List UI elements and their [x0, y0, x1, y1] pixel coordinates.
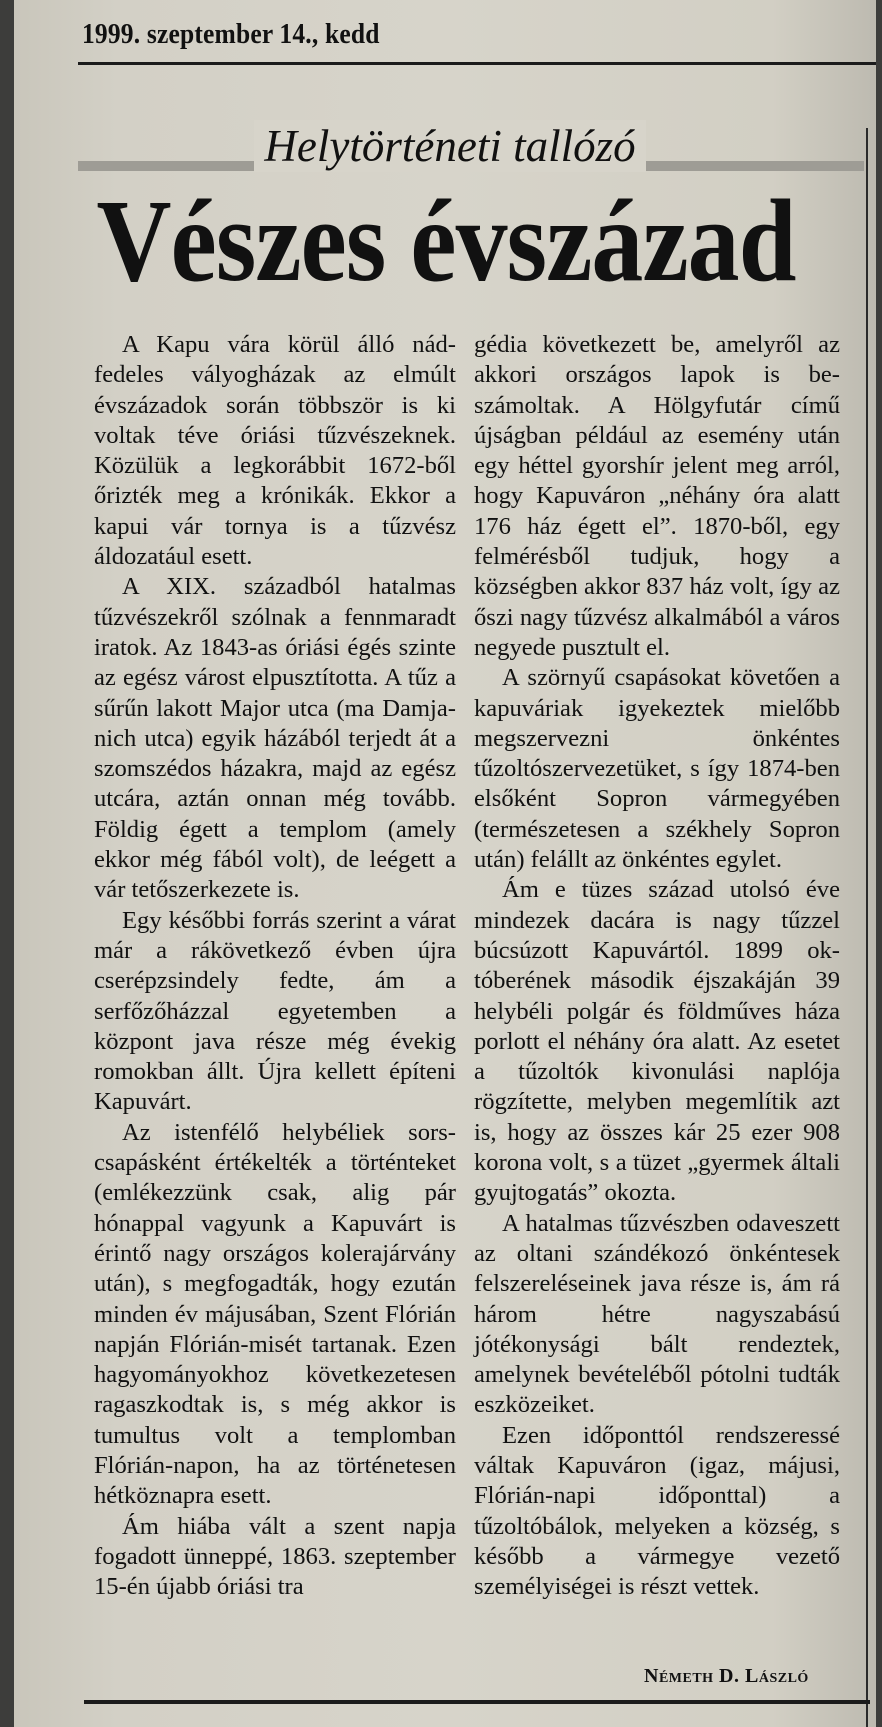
paragraph: A szörnyű csapásokat követően a kapuváriak igyekeztek mielőbb megszervezni önkéntes tűzoltószervezetüket, s így 1874-ben elsőként Sopron vármegyében (természetesen a székhely Sopron után) felállt az önkéntes egylet.	[474, 664, 840, 874]
section-kicker: Helytörténeti tallózó	[254, 120, 645, 172]
paragraph: Ám e tüzes század utolsó éve mindezek dacára is nagy tűzzel búcsúzott Kapuvártól. 1899 októberének második éjszakáján 39 helybéli polgár és földműves háza porlott el néhány óra alatt. Az esetet a tűzoltók kivonulási naplója rögzítette, melyben megemlítik azt is, hogy az összes kár 25 ezer 908 korona volt, s a tüzet „gyermek általi gyujtogatás” okozta.	[474, 876, 840, 1207]
article-headline: Vészes évszázad	[96, 175, 796, 306]
article-column-left	[94, 330, 456, 1602]
paragraph: A hatalmas tűzvészben odaveszett az oltani szándékozó önkéntesek felszereléseinek java része is, ám rá három hétre nagyszabású jótékonysági bált rendeztek, amelynek bevételéből pótolni tudták eszközeiket.	[474, 1209, 840, 1419]
paragraph: A Kapu vára körül álló nádfedeles vályogházak az elmúlt évszázadok során többször is ki voltak téve óriási tűzvészeknek. Közülük a legkorábbit 1672-ből őrizték meg a krónikák. Ekkor a kapui vár tornya is a tűzvész áldozatául esett.	[94, 331, 456, 571]
newspaper-clipping	[14, 0, 876, 1727]
article-column-right	[474, 330, 840, 1602]
author-byline: Németh D. László	[644, 1665, 809, 1687]
paragraph: Egy későbbi forrás szerint a várat már a rákövetkező évben újra cserépzsindely fedte, ám a serfőzőházzal egyetemben a központ java része még évekig romokban állt. Újra kellett építeni Kapuvárt.	[94, 906, 456, 1116]
kicker-line	[14, 120, 876, 172]
paragraph: Ezen időponttól rendszeressé váltak Kapuváron (igaz, májusi, Flórián-napi időponttal) a tűzoltóbálok, melyeken a község, s később a vármegye vezető személyiségei is részt vettek.	[474, 1421, 840, 1601]
top-rule	[78, 62, 876, 65]
bottom-rule	[84, 1700, 870, 1704]
dateline: 1999. szeptember 14., kedd	[82, 18, 380, 50]
paragraph: Ám hiába vált a szent napja fogadott ünneppé, 1863. szeptember 15-én újabb óriási tra	[94, 1512, 456, 1601]
right-rule	[866, 128, 868, 1727]
paragraph: gédia következett be, amelyről az akkori országos lapok is beszámoltak. A Hölgyfutár című újságban például az esemény után egy héttel gyorshír jelent meg arról, hogy Kapuváron „néhány óra alatt 176 ház égett el”. 1870-ből, egy felmérésből tudjuk, hogy a községben akkor 837 ház volt, így az őszi nagy tűzvész alkalmából a város negyede pusztult el.	[474, 331, 840, 661]
paragraph: Az istenfélő helybéliek sorscsapásként értékelték a történteket (emlékezzünk csak, alig pár hónappal vagyunk a Kapuvárt is érintő nagy országos kolerajárvány után), s megfogadták, hogy ezután minden év májusában, Szent Flórián napján Flórián-misét tartanak. Ezen hagyományokhoz következetesen ragaszkodtak is, s még akkor is tumultus volt a templomban Flórián-napon, ha az történetesen hétköznapra esett.	[94, 1118, 456, 1510]
paragraph: A XIX. századból hatalmas tűzvészekről szólnak a fennmaradt iratok. Az 1843-as óriási égés szinte az egész várost elpusztította. A tűz a sűrűn lakott Major utca (ma Damjanich utca) egyik házából terjedt át a szomszédos házakra, majd az egész utcára, aztán onnan még tovább. Földig égett a templom (amely ekkor még fából volt), de leégett a vár tetőszerkezete is.	[94, 573, 456, 904]
